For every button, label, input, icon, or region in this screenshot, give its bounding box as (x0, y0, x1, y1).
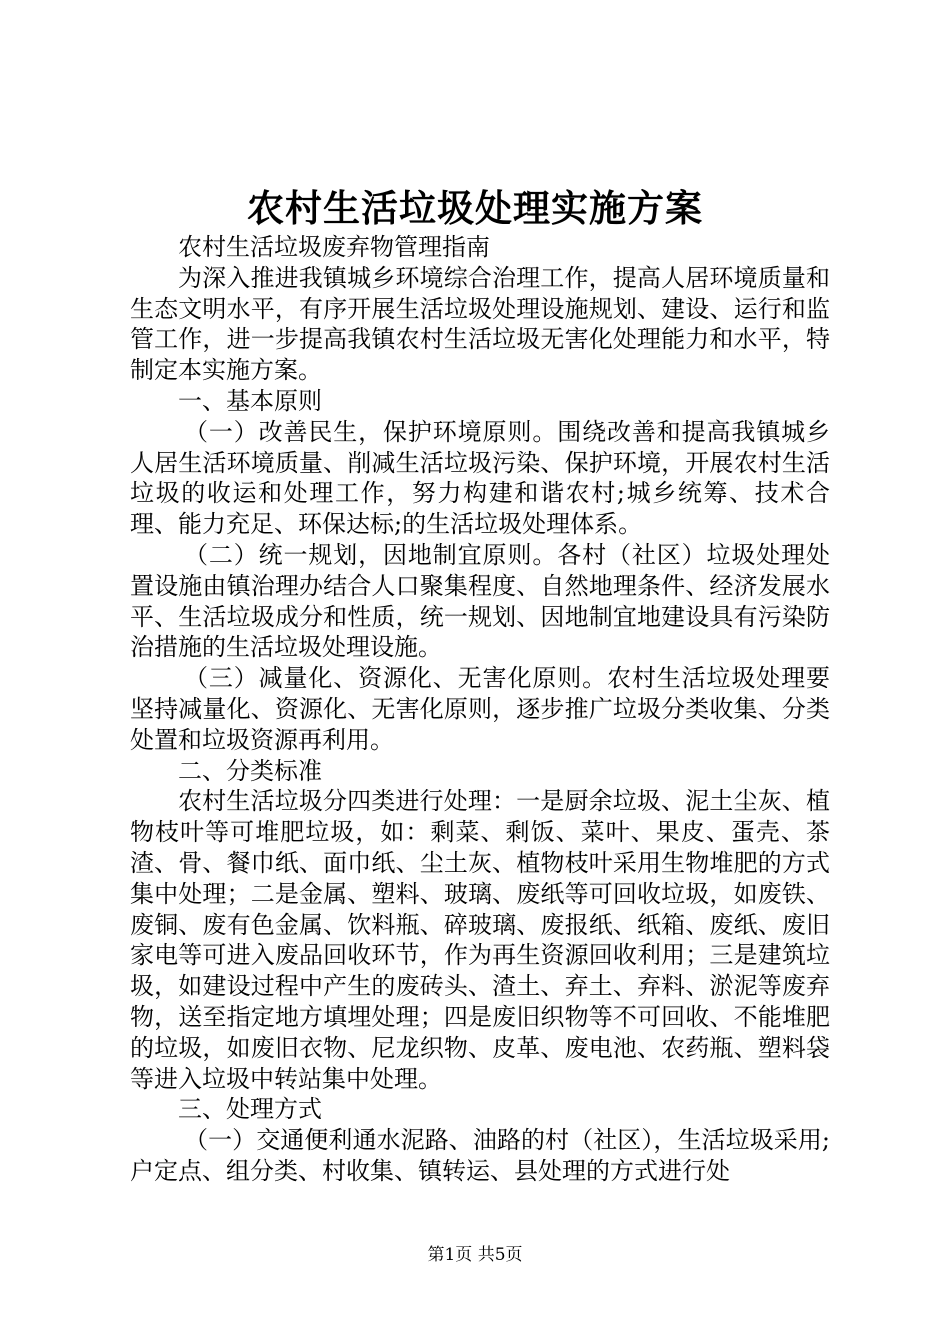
document-title: 农村生活垃圾处理实施方案 (247, 186, 703, 230)
principle-paragraph-2: （二）统一规划，因地制宜原则。各村（社区）垃圾处理处置设施由镇治理办结合人口聚集程度、自然地理条件、经济发展水平、生活垃圾成分和性质，统一规划、因地制宜地建设具有污染防治措施的生活垃圾处理设施。 (130, 540, 830, 662)
subtitle-paragraph: 农村生活垃圾废弃物管理指南 (178, 233, 490, 261)
section-heading-principles: 一、基本原则 (178, 386, 322, 415)
intro-paragraph: 为深入推进我镇城乡环境综合治理工作，提高人居环境质量和生态文明水平，有序开展生活垃圾处理设施规划、建设、运行和监管工作，进一步提高我镇农村生活垃圾无害化处理能力和水平，特制定本实施方案。 (130, 263, 830, 385)
section-heading-classification: 二、分类标准 (178, 756, 322, 785)
principle-paragraph-1: （一）改善民生，保护环境原则。围绕改善和提高我镇城乡人居生活环境质量、削减生活垃圾污染、保护环境，开展农村生活垃圾的收运和处理工作，努力构建和谐农村;城乡统筹、技术合理、能力充足、环保达标;的生活垃圾处理体系。 (130, 417, 830, 539)
section-heading-methods: 三、处理方式 (178, 1095, 322, 1124)
classification-paragraph: 农村生活垃圾分四类进行处理：一是厨余垃圾、泥土尘灰、植物枝叶等可堆肥垃圾，如：剩菜、剩饭、菜叶、果皮、蛋壳、茶渣、骨、餐巾纸、面巾纸、尘土灰、植物枝叶采用生物堆肥的方式集中处理；二是金属、塑料、玻璃、废纸等可回收垃圾，如废铁、废铜、废有色金属、饮料瓶、碎玻璃、废报纸、纸箱、废纸、废旧家电等可进入废品回收环节，作为再生资源回收利用；三是建筑垃圾，如建设过程中产生的废砖头、渣土、弃土、弃料、淤泥等废弃物，送至指定地方填埋处理；四是废旧织物等不可回收、不能堆肥的垃圾，如废旧衣物、尼龙织物、皮革、废电池、农药瓶、塑料袋等进入垃圾中转站集中处理。 (130, 787, 830, 1093)
document-body (130, 232, 830, 1187)
page-footer: 第1页 共5页 (427, 1245, 523, 1265)
principle-paragraph-3: （三）减量化、资源化、无害化原则。农村生活垃圾处理要坚持减量化、资源化、无害化原则，逐步推广垃圾分类收集、分类处置和垃圾资源再利用。 (130, 664, 830, 754)
method-paragraph-1: （一）交通便利通水泥路、油路的村（社区），生活垃圾采用;户定点、组分类、村收集、镇转运、县处理的方式进行处 (130, 1126, 830, 1185)
